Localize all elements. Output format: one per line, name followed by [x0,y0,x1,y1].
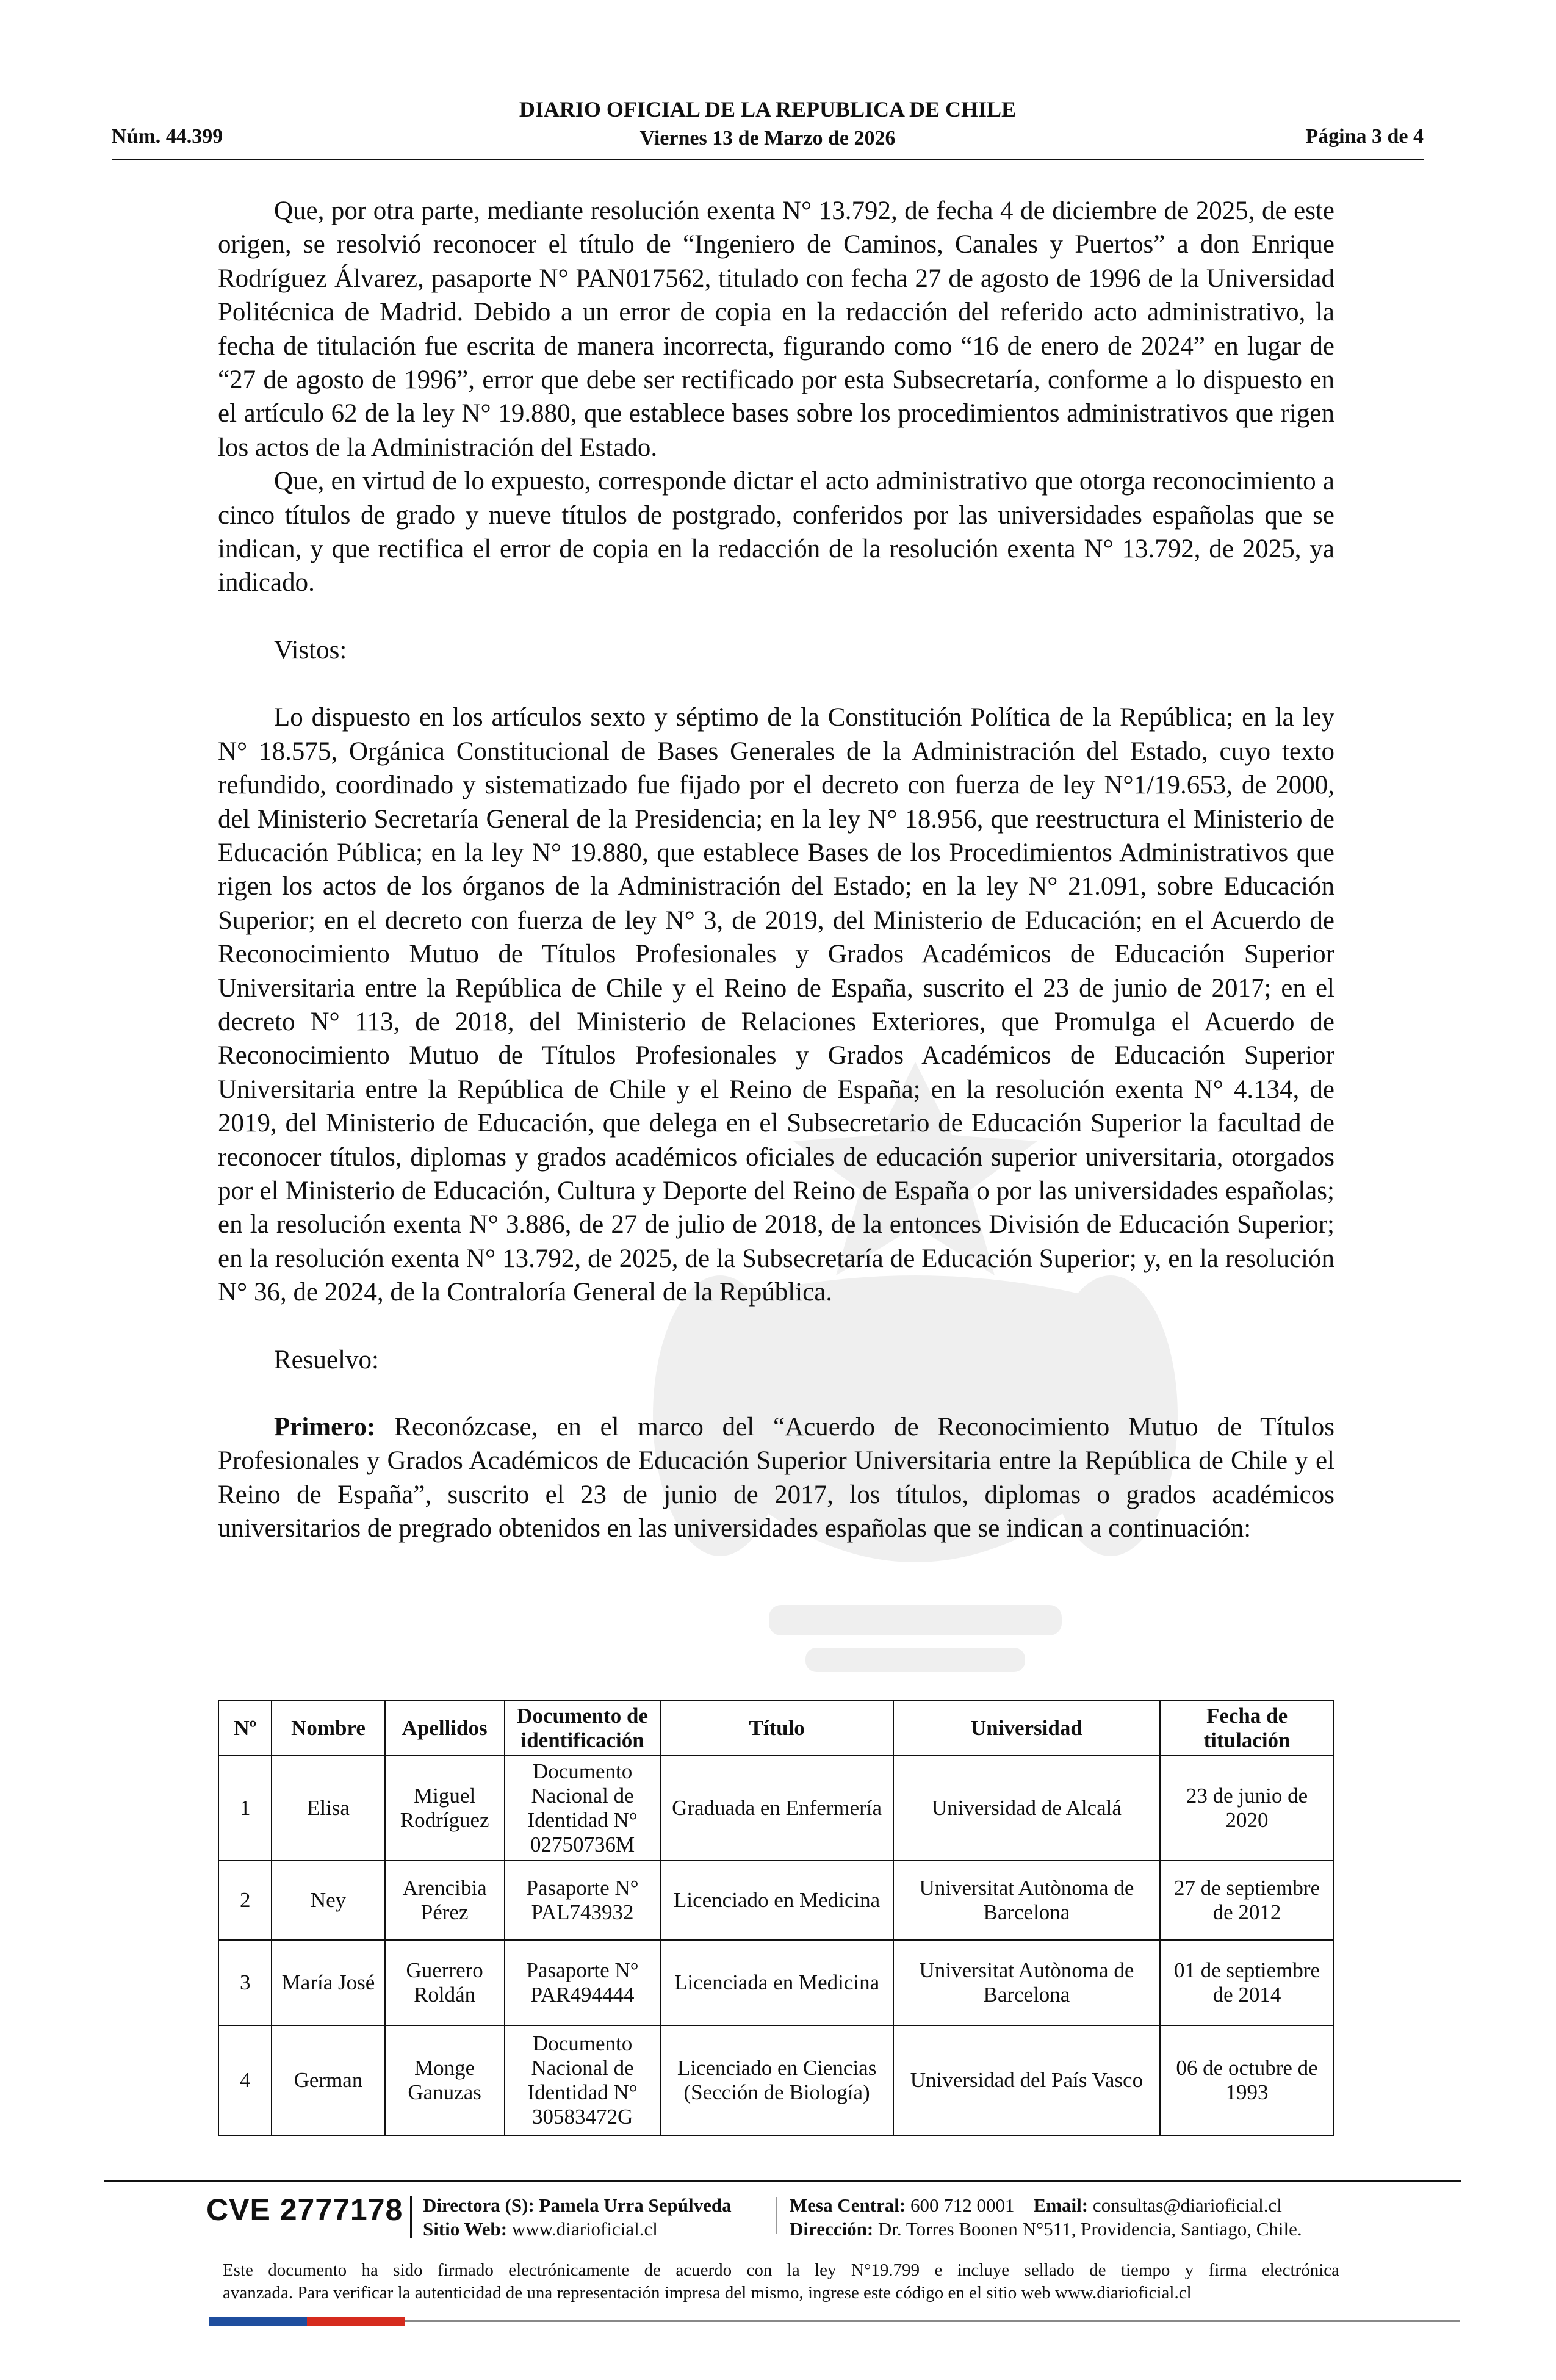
cell-name: Elisa [272,1756,384,1861]
cell-id-document: Pasaporte N° PAR494444 [505,1940,661,2025]
cell-title: Licenciado en Medicina [660,1861,893,1940]
flag-stripe-red [307,2317,405,2326]
phone-number: 600 712 0001 [906,2194,1015,2216]
primero-text: Reconózcase, en el marco del “Acuerdo de Reconocimiento Mutuo de Títulos Profesionales y Grados Académicos de Educación Superior Universitaria entre la República de Chile y el Reino de España”, suscrito el 23 de junio de 2017, los títulos, diplomas o grados académicos universitarios de pregrado obtenidos en las universidades españolas que se indican a continuación: [218,1413,1334,1543]
primero-label: Primero: [274,1413,376,1441]
website-link[interactable]: www.diarioficial.cl [507,2218,658,2240]
cell-title: Licenciado en Ciencias (Sección de Biología) [660,2025,893,2135]
cell-number: 2 [218,1861,272,1940]
cve-code: CVE 2777178 [206,2193,403,2227]
cell-surnames: Miguel Rodríguez [385,1756,505,1861]
phone-label: Mesa Central: [790,2194,906,2216]
document-body [218,194,1334,1546]
cell-id-document: Documento Nacional de Identidad N° 30583472G [505,2025,661,2135]
paragraph-primero [218,1410,1334,1546]
cell-university: Universidad del País Vasco [893,2025,1160,2135]
cell-university: Universitat Autònoma de Barcelona [893,1861,1160,1940]
footer-director-block [423,2193,732,2241]
cve-separator [410,2196,412,2238]
masthead-title: DIARIO OFICIAL DE LA REPUBLICA DE CHILE [519,97,1017,121]
phone-email-line [790,2193,1302,2217]
paragraph-considering-2: Que, en virtud de lo expuesto, corresponde dictar el acto administrativo que otorga reconocimiento a cinco títulos de grado y nueve títulos de postgrado, conferidos por las universidades españolas que se indican, y que rectifica el error de copia en la redacción de la resolución exenta N° 13.792, de 2025, ya indicado. [218,467,1334,597]
cell-graduation-date: 23 de junio de 2020 [1160,1756,1334,1861]
vistos-heading: Vistos: [274,635,347,665]
cell-university: Universitat Autònoma de Barcelona [893,1940,1160,2025]
flag-stripe-blue [209,2317,307,2326]
director-line [423,2193,732,2217]
cell-surnames: Guerrero Roldán [385,1940,505,2025]
footer-bottom-rule [405,2320,1460,2322]
cell-graduation-date: 27 de septiembre de 2012 [1160,1861,1334,1940]
website-label: Sitio Web: [423,2218,508,2240]
signature-notice-line-1: Este documento ha sido firmado electrónicamente de acuerdo con la ley N°19.799 e incluye sellado de tiempo y firma electrónica [223,2260,1339,2280]
table-row [218,1861,1334,1940]
issue-number: Núm. 44.399 [112,125,223,148]
col-header-number: Nº [218,1701,272,1756]
page-header [112,95,1424,160]
table-row [218,1940,1334,2025]
paragraph-considering-1: Que, por otra parte, mediante resolución exenta N° 13.792, de fecha 4 de diciembre de 2025, de este origen, se resolvió reconocer el título de “Ingeniero de Caminos, Canales y Puertos” a don Enrique Rodríguez Álvarez, pasaporte N° PAN017562, titulado con fecha 27 de agosto de 1996 de la Universidad Politécnica de Madrid. Debido a un error de copia en la redacción del referido acto administrativo, la fecha de titulación fue escrita de manera incorrecta, figurando como “16 de enero de 2024” en lugar de “27 de agosto de 1996”, error que debe ser rectificado por esta Subsecretaría, conforme a lo dispuesto en el artículo 62 de la ley N° 19.880, que establece bases sobre los procedimientos administrativos que rigen los actos de la Administración del Estado. [218,197,1334,462]
cell-graduation-date: 06 de octubre de 1993 [1160,2025,1334,2135]
email-link[interactable]: consultas@diarioficial.cl [1088,2194,1282,2216]
col-header-id-document: Documento de identificación [505,1701,661,1756]
director-name: Pamela Urra Sepúlveda [534,2194,732,2216]
cell-university: Universidad de Alcalá [893,1756,1160,1861]
cell-id-document: Pasaporte N° PAL743932 [505,1861,661,1940]
electronic-signature-notice [223,2259,1339,2304]
paragraph-vistos: Lo dispuesto en los artículos sexto y séptimo de la Constitución Política de la República; en la ley N° 18.575, Orgánica Constitucional de Bases Generales de la Administración del Estado, cuyo texto refundido, coordinado y sistematizado fue fijado por el decreto con fuerza de ley N°1/19.653, de 2000, del Ministerio Secretaría General de la Presidencia; en la ley N° 18.956, que reestructura el Ministerio de Educación Pública; en la ley N° 19.880, que establece Bases de los Procedimientos Administrativos que rigen los actos de los órganos de la Administración del Estado; en la ley N° 21.091, sobre Educación Superior; en el decreto con fuerza de ley N° 3, de 2019, del Ministerio de Educación; en el Acuerdo de Reconocimiento Mutuo de Títulos Profesionales y Grados Académicos de Educación Superior Universitaria entre la República de Chile y el Reino de España, suscrito el 23 de junio de 2017; en el decreto N° 113, de 2018, del Ministerio de Relaciones Exteriores, que Promulga el Acuerdo de Reconocimiento Mutuo de Títulos Profesionales y Grados Académicos de Educación Superior Universitaria entre la República de Chile y el Reino de España; en la resolución exenta N° 4.134, de 2019, del Ministerio de Educación, que delega en el Subsecretario de Educación Superior la facultad de reconocer títulos, diplomas y grados académicos oficiales de educación superior universitaria, otorgados por el Ministerio de Educación, Cultura y Deporte del Reino de España o por las universidades españolas; en la resolución exenta N° 3.886, de 27 de julio de 2018, de la entonces División de Educación Superior; en la resolución exenta N° 13.792, de 2025, de la Subsecretaría de Educación Superior; y, en la resolución N° 36, de 2024, de la Contraloría General de la República. [218,703,1334,1307]
col-header-title: Título [660,1701,893,1756]
table-row [218,1756,1334,1861]
cell-number: 3 [218,1940,272,2025]
table-header-row [218,1701,1334,1756]
cell-number: 4 [218,2025,272,2135]
contact-separator [776,2197,777,2234]
cell-name: Ney [272,1861,384,1940]
col-header-surnames: Apellidos [385,1701,505,1756]
cell-graduation-date: 01 de septiembre de 2014 [1160,1940,1334,2025]
cell-surnames: Monge Ganuzas [385,2025,505,2135]
footer-contact-block [790,2193,1302,2241]
address-label: Dirección: [790,2218,874,2240]
col-header-university: Universidad [893,1701,1160,1756]
masthead [112,95,1424,153]
table-row [218,2025,1334,2135]
col-header-name: Nombre [272,1701,384,1756]
cell-surnames: Arencibia Pérez [385,1861,505,1940]
col-header-graduation-date: Fecha de titulación [1160,1701,1334,1756]
issue-date: Viernes 13 de Marzo de 2026 [639,127,896,150]
website-line [423,2217,732,2241]
address-line [790,2217,1302,2241]
resuelvo-heading: Resuelvo: [274,1345,379,1374]
signature-notice-line-2: avanzada. Para verificar la autenticidad de una representación impresa del mismo, ingrese este código en el sitio web www.diarioficial.cl [223,2283,1192,2302]
cell-name: María José [272,1940,384,2025]
email-label: Email: [1033,2194,1089,2216]
cell-name: German [272,2025,384,2135]
cell-id-document: Documento Nacional de Identidad N° 02750736M [505,1756,661,1861]
footer-divider [104,2180,1461,2182]
page-number: Página 3 de 4 [1305,125,1424,148]
director-label: Directora (S): [423,2194,535,2216]
flag-stripe [209,2317,405,2326]
cell-title: Graduada en Enfermería [660,1756,893,1861]
cell-title: Licenciada en Medicina [660,1940,893,2025]
address-text: Dr. Torres Boonen N°511, Providencia, Santiago, Chile. [873,2218,1302,2240]
titles-table [218,1700,1334,2136]
cell-number: 1 [218,1756,272,1861]
